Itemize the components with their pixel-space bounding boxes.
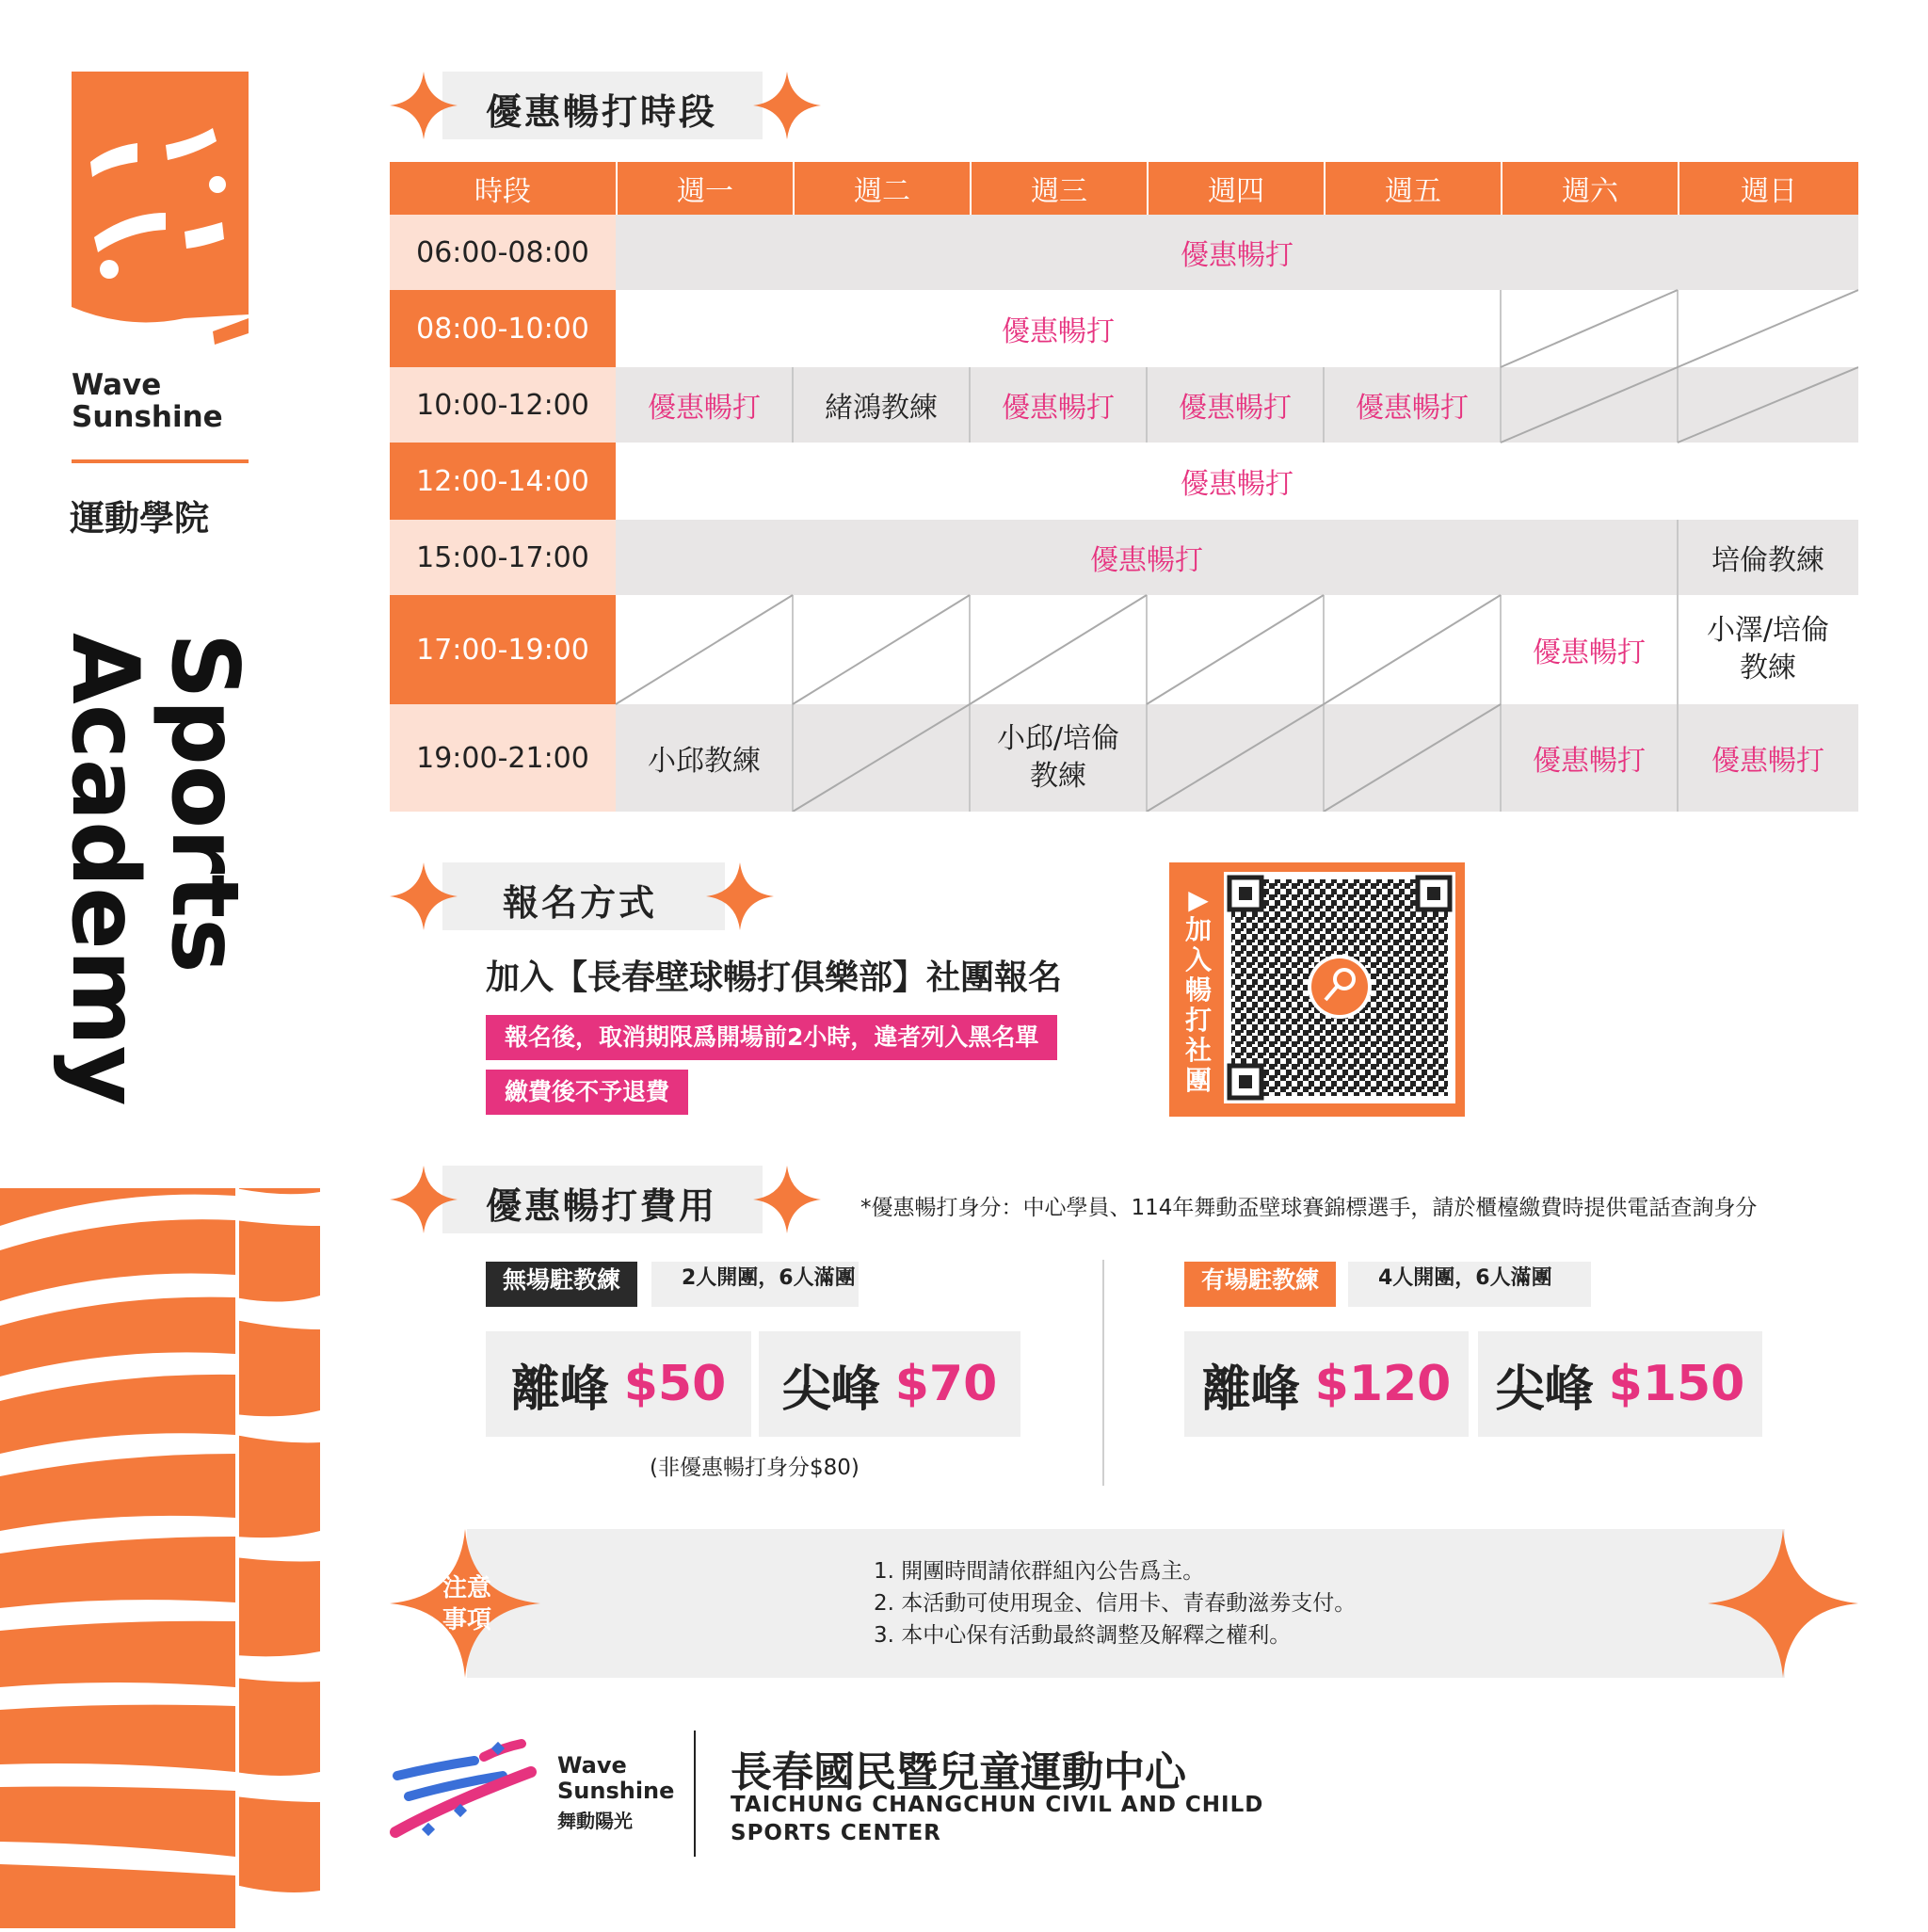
fees-section-title: 優惠暢打費用	[486, 1185, 718, 1227]
diamond-star-icon	[753, 72, 821, 139]
note-item: 2. 本活動可使用現金、信用卡、青春動滋劵支付。	[874, 1591, 1357, 1616]
promo-cell: 優惠暢打	[1501, 595, 1678, 704]
brand-logo-mark	[72, 72, 249, 354]
no-coach-peak-price	[759, 1331, 1020, 1437]
coach-cell: 小邱/培倫 教練	[970, 704, 1147, 812]
diamond-star-icon	[1708, 1529, 1858, 1678]
offpeak-label: 離峰	[510, 1360, 609, 1418]
header-time: 時段	[390, 162, 616, 215]
time-slot: 15:00-17:00	[390, 520, 616, 595]
footer-brand-zh: 舞動陽光	[557, 1810, 633, 1832]
peak-value: $70	[894, 1356, 998, 1412]
header-sat: 週六	[1501, 162, 1678, 215]
peak-label: 尖峰	[781, 1360, 880, 1418]
note-item: 1. 開團時間請依群組內公告爲主。	[874, 1559, 1205, 1584]
promo-cell: 優惠暢打	[616, 443, 1858, 520]
time-slot: 12:00-14:00	[390, 443, 616, 520]
qr-code-image[interactable]	[1224, 872, 1455, 1103]
offpeak-value: $50	[623, 1356, 727, 1412]
diamond-star-icon	[390, 862, 458, 930]
offpeak-value: $120	[1314, 1356, 1452, 1412]
wave-logo-icon	[72, 72, 249, 354]
wave-stripes-decoration	[0, 1188, 320, 1928]
notes-label: 注意 事項	[442, 1574, 491, 1634]
header-sun: 週日	[1678, 162, 1858, 215]
diamond-star-icon	[706, 862, 774, 930]
note-item: 3. 本中心保有活動最終調整及解釋之權利。	[874, 1623, 1292, 1648]
fee-divider	[1102, 1260, 1104, 1486]
eligibility-note: *優惠暢打身分：中心學員、114年舞動盃壁球賽錦標選手，請於櫃檯繳費時提供電話查詢身分	[860, 1196, 1758, 1220]
notes-list	[874, 1555, 1356, 1651]
promo-cell: 優惠暢打	[616, 290, 1501, 367]
header-wed: 週三	[970, 162, 1147, 215]
promo-cell: 優惠暢打	[1678, 704, 1858, 812]
qr-join-label: ▶ 加入暢打社團	[1184, 884, 1212, 1096]
promo-cell: 優惠暢打	[1501, 704, 1678, 812]
time-slot: 08:00-10:00	[390, 290, 616, 367]
coach-cell: 小邱教練	[616, 704, 793, 812]
header-fri: 週五	[1324, 162, 1501, 215]
with-coach-offpeak-price	[1184, 1331, 1469, 1437]
promo-cell: 優惠暢打	[1147, 367, 1324, 443]
header-mon: 週一	[616, 162, 793, 215]
no-coach-tag: 無場駐教練	[486, 1262, 637, 1307]
sports-academy-title: Sports Academy	[51, 633, 258, 1106]
center-name-en: TAICHUNG CHANGCHUN CIVIL AND CHILD SPORTS CENTER	[731, 1793, 1264, 1845]
coach-cell: 緒鴻教練	[793, 367, 970, 443]
diamond-star-icon	[390, 72, 458, 139]
promo-cell: 優惠暢打	[616, 367, 793, 443]
offpeak-label: 離峰	[1201, 1360, 1300, 1418]
time-slot: 06:00-08:00	[390, 215, 616, 290]
promo-cell: 優惠暢打	[616, 215, 1858, 290]
schedule-grid-lines	[390, 162, 1858, 812]
registration-section-title: 報名方式	[503, 882, 658, 924]
coach-cell: 小澤/培倫 教練	[1678, 595, 1858, 704]
promo-cell: 優惠暢打	[1324, 367, 1501, 443]
center-name-zh: 長春國民暨兒童運動中心	[731, 1748, 1186, 1796]
non-member-price-note: (非優惠暢打身分$80)	[650, 1456, 860, 1480]
time-slot: 17:00-19:00	[390, 595, 616, 704]
qr-code-icon	[1224, 872, 1455, 1103]
time-slot: 10:00-12:00	[390, 367, 616, 443]
schedule-section-title: 優惠暢打時段	[486, 91, 718, 133]
footer-separator	[694, 1731, 696, 1857]
no-refund-tag: 繳費後不予退費	[486, 1070, 688, 1115]
promo-cell: 優惠暢打	[970, 367, 1147, 443]
footer-brand-en: Wave Sunshine	[557, 1752, 675, 1804]
header-tue: 週二	[793, 162, 970, 215]
cancel-policy-tag: 報名後，取消期限爲開場前2小時，違者列入黑名單	[486, 1015, 1057, 1060]
schedule-table	[390, 162, 1858, 812]
brand-name-zh: 運動學院	[70, 498, 209, 539]
coach-cell: 培倫教練	[1678, 520, 1858, 595]
no-coach-offpeak-price	[486, 1331, 751, 1437]
brand-name-en: Wave Sunshine	[72, 368, 223, 434]
wave-sunshine-logo-icon	[390, 1738, 537, 1842]
time-slot: 19:00-21:00	[390, 704, 616, 812]
peak-value: $150	[1608, 1356, 1745, 1412]
with-coach-peak-price	[1478, 1331, 1762, 1437]
diamond-star-icon	[390, 1166, 458, 1233]
with-coach-tag: 有場駐教練	[1184, 1262, 1336, 1307]
peak-label: 尖峰	[1495, 1360, 1594, 1418]
with-coach-group-info: 4人開團，6人滿團	[1348, 1262, 1591, 1307]
diamond-star-icon	[753, 1166, 821, 1233]
brand-divider	[72, 459, 249, 463]
registration-instruction: 加入【長春壁球暢打俱樂部】社團報名	[486, 958, 1063, 997]
promo-cell: 優惠暢打	[616, 520, 1678, 595]
no-coach-group-info: 2人開團，6人滿團	[651, 1262, 859, 1307]
header-thu: 週四	[1147, 162, 1324, 215]
